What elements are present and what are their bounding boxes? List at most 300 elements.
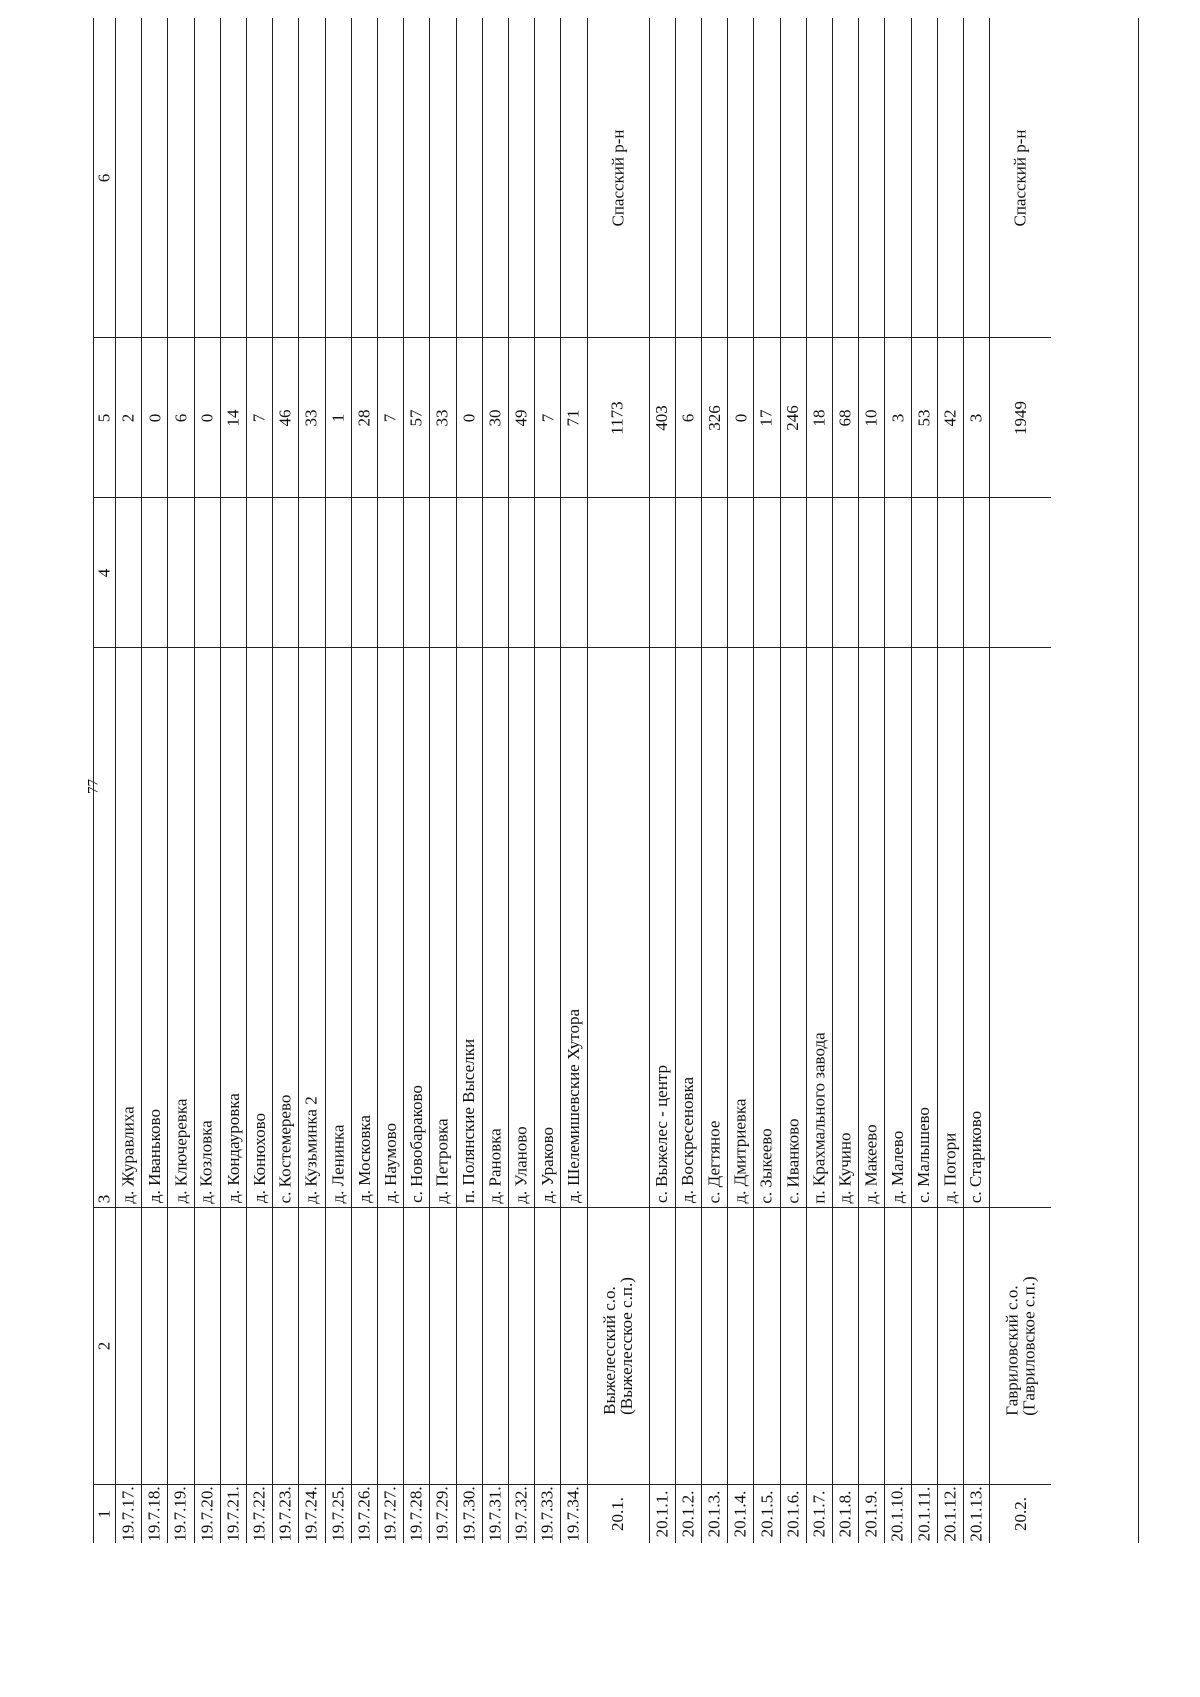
settlement-name: д. Московка [354,1115,374,1203]
row-number: 20.1.11. [914,1486,934,1542]
cell-c2 [938,1208,963,1485]
cell-c2 [676,1208,701,1485]
settlement-name: п. Полянские Выселки [459,1038,479,1204]
group-row [989,18,1051,1543]
cell-c4 [650,498,675,648]
cell-c6 [326,18,351,338]
population-value: 0 [144,413,164,422]
population-value: 0 [459,413,479,422]
population-value: 0 [730,413,750,422]
row-number: 20.1. [608,1497,628,1531]
cell-c1 [885,1485,910,1543]
cell-c1 [299,1485,324,1543]
settlement-name: д. Погори [940,1132,960,1203]
population-value: 1 [328,413,348,422]
cell-c4 [781,498,806,648]
cell-c5 [807,338,832,498]
cell-c5 [964,338,989,498]
cell-c1 [833,1485,858,1543]
cell-c3 [885,648,910,1208]
cell-c2 [457,1208,482,1485]
row-number: 20.1.6. [783,1490,803,1538]
population-value: 6 [678,413,698,422]
table-row [456,18,482,1543]
cell-c2 [781,1208,806,1485]
cell-c1 [561,1485,586,1543]
header-col-1: 1 [94,1509,114,1519]
settlement-name: с. Зыкеево [756,1127,776,1204]
cell-c5 [299,338,324,498]
cell-c4 [457,498,482,648]
population-value: 68 [835,409,855,426]
settlement-name: д. Уланово [511,1125,531,1204]
table-row [351,18,377,1543]
cell-c1 [404,1485,429,1543]
population-value: 33 [301,409,321,426]
cell-c1 [676,1485,701,1543]
cell-c5 [378,338,403,498]
cell-c2 [964,1208,989,1485]
cell-c3 [650,648,675,1208]
cell-c4 [938,498,963,648]
population-value: 57 [406,409,426,426]
row-number: 19.7.29. [432,1486,452,1542]
settlement-name: д. Наумово [380,1122,400,1204]
row-number: 20.1.3. [704,1490,724,1538]
cell-c3 [273,648,298,1208]
population-value: 3 [887,413,907,422]
table-row [937,18,963,1543]
cell-c2 [352,1208,377,1485]
cell-c6 [273,18,298,338]
cell-c2 [94,1208,115,1485]
population-value: 33 [432,409,452,426]
group-name-line: (Выжелесское с.п.) [617,1277,637,1415]
cell-c2 [588,1208,649,1485]
table-row [325,18,351,1543]
cell-c3 [990,648,1051,1208]
cell-c1 [142,1485,167,1543]
cell-c5 [728,338,753,498]
cell-c5 [650,338,675,498]
cell-c6 [912,18,937,338]
cell-c6 [430,18,455,338]
table-row [858,18,884,1543]
cell-c1 [509,1485,534,1543]
row-number: 19.7.26. [354,1486,374,1542]
cell-c6 [833,18,858,338]
cell-c3 [938,648,963,1208]
population-value: 2 [118,413,138,422]
row-number: 19.7.24. [301,1486,321,1542]
cell-c4 [116,498,141,648]
cell-c4 [326,498,351,648]
cell-c1 [195,1485,220,1543]
row-number: 20.1.9. [861,1490,881,1538]
cell-c6 [457,18,482,338]
cell-c4 [247,498,272,648]
header-row [93,18,115,1543]
cell-c2 [702,1208,727,1485]
row-number: 20.1.5. [756,1490,776,1538]
cell-c1 [964,1485,989,1543]
settlement-name: д. Кондауровка [223,1093,243,1203]
population-value: 71 [563,409,583,426]
cell-c1 [781,1485,806,1543]
population-value: 7 [537,413,557,422]
cell-c4 [561,498,586,648]
table-row [246,18,272,1543]
cell-c5 [754,338,779,498]
row-number: 19.7.27. [380,1486,400,1542]
cell-c3 [702,648,727,1208]
row-number: 19.7.20. [197,1486,217,1542]
population-value: 0 [197,413,217,422]
row-number: 19.7.28. [406,1486,426,1542]
cell-c3 [483,648,508,1208]
settlement-name: д. Журавлиха [118,1105,138,1204]
settlement-name: д. Козловка [197,1119,217,1204]
cell-c1 [457,1485,482,1543]
cell-c6 [938,18,963,338]
table-row [884,18,910,1543]
cell-c4 [273,498,298,648]
cell-c2 [142,1208,167,1485]
cell-c2 [509,1208,534,1485]
cell-c3 [299,648,324,1208]
settlement-table [93,18,1139,1543]
settlement-name: с. Дегтяное [704,1120,724,1203]
row-number: 20.1.7. [809,1490,829,1538]
cell-c2 [273,1208,298,1485]
cell-c2 [912,1208,937,1485]
cell-c6 [702,18,727,338]
cell-c2 [807,1208,832,1485]
cell-c3 [195,648,220,1208]
cell-c5 [142,338,167,498]
settlement-name: д. Воскресеновка [678,1076,698,1204]
cell-c5 [509,338,534,498]
cell-c5 [702,338,727,498]
cell-c3 [247,648,272,1208]
table-row [963,18,989,1543]
table-row [141,18,167,1543]
district-name: Спасский р-н [1010,128,1030,227]
cell-c4 [588,498,649,648]
cell-c3 [754,648,779,1208]
row-number: 20.1.12. [940,1486,960,1542]
cell-c3 [676,648,701,1208]
population-value: 6 [170,413,190,422]
cell-c2 [728,1208,753,1485]
cell-c4 [807,498,832,648]
cell-c1 [588,1485,649,1543]
cell-c5 [168,338,193,498]
cell-c5 [833,338,858,498]
cell-c1 [807,1485,832,1543]
settlement-name: с. Костемерево [275,1094,295,1203]
group-name-line: (Гавриловское с.п.) [1019,1276,1039,1416]
cell-c6 [94,18,115,338]
table-row [429,18,455,1543]
table-row [115,18,141,1543]
header-col-3: 3 [94,1194,114,1203]
population-value: 30 [485,409,505,426]
group-row [587,18,649,1543]
header-col-2: 2 [94,1341,114,1351]
cell-c6 [168,18,193,338]
cell-c5 [457,338,482,498]
cell-c1 [221,1485,246,1543]
cell-c6 [859,18,884,338]
cell-c5 [404,338,429,498]
district-name: Спасский р-н [608,128,628,227]
cell-c5 [116,338,141,498]
settlement-name: д. Иваньково [144,1109,164,1203]
row-number: 19.7.33. [537,1486,557,1542]
cell-c4 [195,498,220,648]
cell-c5 [430,338,455,498]
population-value: 46 [275,409,295,426]
cell-c3 [588,648,649,1208]
cell-c4 [299,498,324,648]
cell-c5 [938,338,963,498]
cell-c5 [352,338,377,498]
table-right-border [1138,18,1139,1543]
cell-c6 [807,18,832,338]
cell-c4 [378,498,403,648]
cell-c4 [990,498,1051,648]
cell-c5 [912,338,937,498]
cell-c5 [588,338,649,498]
cell-c5 [221,338,246,498]
cell-c6 [483,18,508,338]
population-value: 28 [354,409,374,426]
group-name-line: Выжелесский с.о. [600,1286,620,1415]
population-value: 17 [756,409,776,426]
cell-c1 [483,1485,508,1543]
cell-c3 [168,648,193,1208]
population-value: 7 [380,413,400,422]
settlement-name: с. Выжелес - центр [652,1065,672,1203]
cell-c5 [535,338,560,498]
cell-c1 [326,1485,351,1543]
cell-c6 [990,18,1051,338]
cell-c2 [430,1208,455,1485]
row-number: 19.7.17. [118,1486,138,1542]
table-row [403,18,429,1543]
cell-c4 [885,498,910,648]
cell-c1 [702,1485,727,1543]
settlement-name: д. Петровка [432,1117,452,1204]
cell-c5 [859,338,884,498]
cell-c1 [728,1485,753,1543]
table-row [675,18,701,1543]
cell-c1 [94,1485,115,1543]
cell-c2 [859,1208,884,1485]
population-value: 42 [940,409,960,426]
cell-c1 [378,1485,403,1543]
cell-c5 [326,338,351,498]
cell-c1 [912,1485,937,1543]
population-value: 14 [223,409,243,426]
population-value: 1949 [1010,400,1030,435]
cell-c3 [94,648,115,1208]
cell-c2 [885,1208,910,1485]
cell-c4 [676,498,701,648]
row-number: 19.7.34. [563,1486,583,1542]
cell-c4 [142,498,167,648]
cell-c3 [430,648,455,1208]
cell-c3 [535,648,560,1208]
settlement-name: д. Малево [887,1130,907,1204]
table-row [727,18,753,1543]
cell-c3 [728,648,753,1208]
cell-c3 [221,648,246,1208]
row-number: 19.7.21. [223,1486,243,1542]
row-number: 20.1.2. [678,1490,698,1538]
table-row [167,18,193,1543]
settlement-name: с. Малышево [914,1107,934,1203]
population-value: 1173 [608,400,628,435]
cell-c3 [964,648,989,1208]
cell-c2 [833,1208,858,1485]
cell-c2 [483,1208,508,1485]
cell-c1 [247,1485,272,1543]
cell-c4 [535,498,560,648]
cell-c3 [326,648,351,1208]
row-number: 20.2. [1010,1497,1030,1531]
settlement-name: д. Рановка [485,1127,505,1204]
row-number: 20.1.1. [652,1490,672,1538]
cell-c6 [754,18,779,338]
cell-c4 [509,498,534,648]
cell-c4 [912,498,937,648]
row-number: 20.1.4. [730,1490,750,1538]
row-number: 20.1.13. [966,1486,986,1542]
population-value: 326 [704,404,724,431]
cell-c1 [650,1485,675,1543]
table-row [482,18,508,1543]
cell-c1 [754,1485,779,1543]
population-value: 49 [511,409,531,426]
cell-c1 [116,1485,141,1543]
table-row [780,18,806,1543]
cell-c5 [195,338,220,498]
cell-c6 [247,18,272,338]
cell-c1 [938,1485,963,1543]
cell-c5 [94,338,115,498]
cell-c3 [404,648,429,1208]
cell-c6 [885,18,910,338]
cell-c6 [404,18,429,338]
cell-c2 [195,1208,220,1485]
cell-c2 [378,1208,403,1485]
cell-c5 [273,338,298,498]
cell-c5 [885,338,910,498]
cell-c4 [404,498,429,648]
settlement-name: д. Кузьминка 2 [301,1095,321,1204]
cell-c5 [483,338,508,498]
table-row [560,18,586,1543]
table-row [298,18,324,1543]
cell-c5 [990,338,1051,498]
cell-c4 [728,498,753,648]
table-row [220,18,246,1543]
row-number: 19.7.19. [170,1486,190,1542]
cell-c3 [912,648,937,1208]
row-number: 20.1.10. [887,1486,907,1542]
cell-c4 [168,498,193,648]
table-row [911,18,937,1543]
cell-c2 [326,1208,351,1485]
cell-c4 [430,498,455,648]
cell-c1 [273,1485,298,1543]
cell-c2 [990,1208,1051,1485]
row-number: 19.7.32. [511,1486,531,1542]
cell-c4 [483,498,508,648]
cell-c6 [299,18,324,338]
cell-c2 [116,1208,141,1485]
cell-c6 [588,18,649,338]
header-col-4: 4 [94,568,114,577]
table-row [377,18,403,1543]
row-number: 19.7.30. [459,1486,479,1542]
cell-c2 [168,1208,193,1485]
row-number: 19.7.22. [249,1486,269,1542]
cell-c5 [247,338,272,498]
settlement-name: с. Новобараково [406,1085,426,1203]
cell-c6 [116,18,141,338]
cell-c6 [781,18,806,338]
population-value: 3 [966,413,986,422]
row-number: 19.7.25. [328,1486,348,1542]
settlement-name: с. Иванково [783,1117,803,1204]
cell-c3 [116,648,141,1208]
cell-c6 [221,18,246,338]
cell-c6 [142,18,167,338]
cell-c2 [247,1208,272,1485]
cell-c4 [702,498,727,648]
cell-c5 [561,338,586,498]
cell-c2 [299,1208,324,1485]
cell-c6 [676,18,701,338]
cell-c4 [859,498,884,648]
cell-c3 [781,648,806,1208]
row-number: 20.1.8. [835,1490,855,1538]
table-row [194,18,220,1543]
cell-c2 [404,1208,429,1485]
row-number: 19.7.31. [485,1486,505,1542]
cell-c3 [561,648,586,1208]
table-row [534,18,560,1543]
settlement-name: п. Крахмального завода [809,1031,829,1204]
population-value: 403 [652,404,672,431]
cell-c6 [964,18,989,338]
settlement-name: д. Шелемишевские Хутора [563,1008,583,1204]
population-value: 10 [861,409,881,426]
header-col-5: 5 [94,413,114,422]
cell-c2 [561,1208,586,1485]
cell-c6 [561,18,586,338]
cell-c3 [807,648,832,1208]
cell-c6 [535,18,560,338]
cell-c4 [94,498,115,648]
table-row [272,18,298,1543]
cell-c3 [833,648,858,1208]
population-value: 246 [783,404,803,431]
cell-c1 [990,1485,1051,1543]
